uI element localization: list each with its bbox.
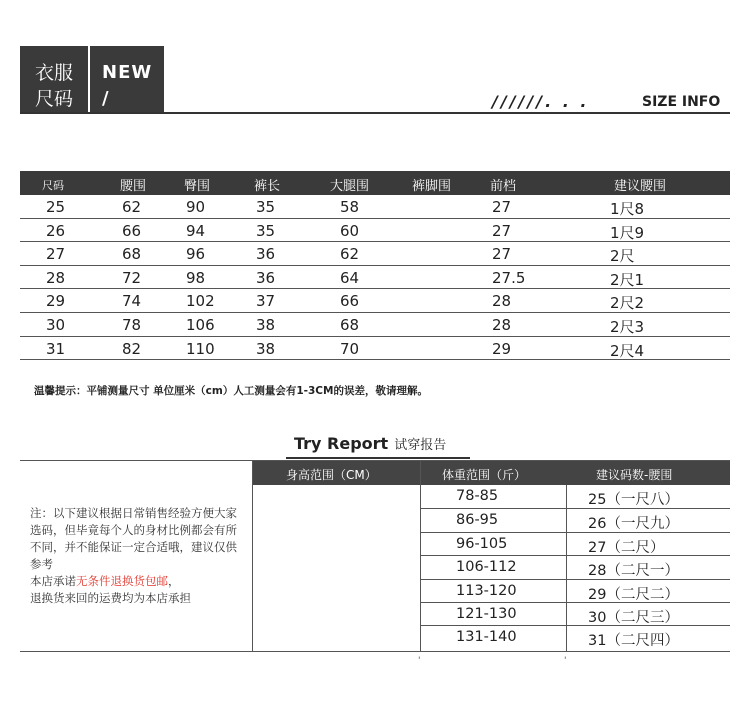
decorative-tick: ' — [564, 656, 567, 666]
table-cell: 2尺2 — [610, 294, 645, 313]
table-cell: 27 — [492, 198, 512, 216]
table-cell: 70 — [340, 339, 360, 358]
size-col-header: 尺码 — [42, 179, 64, 192]
table-cell: 27.5 — [492, 268, 526, 287]
try-report-title-cn: 试穿报告 — [394, 438, 447, 453]
report-size-cell: 29（二尺二） — [588, 587, 679, 603]
size-col-header: 裤长 — [254, 179, 281, 194]
table-cell: 27 — [492, 221, 512, 240]
table-row — [20, 219, 730, 243]
header-title-cn-line1: 衣服 — [34, 62, 73, 84]
report-divider — [420, 461, 421, 651]
table-cell: 36 — [256, 245, 276, 264]
table-cell: 106 — [186, 315, 215, 334]
header-title-cn — [20, 52, 88, 112]
table-cell: 35 — [256, 221, 276, 240]
report-note-comma: ， — [168, 574, 180, 588]
table-cell: 66 — [340, 292, 360, 311]
report-col-header: 身高范围（CM） — [286, 468, 377, 482]
table-cell: 27 — [492, 245, 512, 264]
report-note-text: 注：以下建议根据日常销售经验方便大家选码，但毕竟每个人的身材比例都会有所不同，并不能保证一定合适哦，建议仅供参考 — [30, 506, 237, 571]
report-row-divider — [420, 602, 730, 603]
size-col-header: 大腿围 — [330, 179, 370, 194]
report-note-promise: 本店承诺 — [30, 574, 76, 588]
table-row — [20, 337, 730, 361]
table-cell: 37 — [256, 292, 276, 311]
table-cell: 38 — [256, 315, 276, 334]
report-size-cell: 31（二尺四） — [588, 633, 679, 649]
report-weight-cell: 113-120 — [456, 583, 517, 599]
measurement-tip: 温馨提示：平铺测量尺寸 单位厘米（cm）人工测量会有1-3CM的误差，敬请理解。 — [34, 385, 428, 397]
report-size-cell: 25（一尺八） — [588, 492, 679, 508]
table-cell: 90 — [186, 198, 206, 216]
table-cell: 94 — [186, 221, 206, 240]
header-dots: //////. . . — [492, 92, 590, 111]
table-cell: 28 — [492, 292, 512, 311]
size-col-header: 臀围 — [184, 179, 211, 194]
table-cell: 27 — [46, 245, 66, 264]
table-cell: 2尺3 — [610, 317, 645, 336]
table-cell: 30 — [46, 315, 66, 334]
table-cell: 2尺4 — [610, 341, 645, 360]
table-cell: 38 — [256, 339, 276, 358]
table-cell: 26 — [46, 221, 66, 240]
table-cell: 62 — [340, 245, 360, 264]
header-title-en-line1: NEW — [102, 62, 153, 83]
table-cell: 68 — [122, 245, 142, 264]
table-cell: 29 — [46, 292, 66, 311]
table-cell: 29 — [492, 339, 512, 358]
table-cell: 35 — [256, 198, 276, 216]
report-note-highlight: 无条件退换货包邮 — [76, 574, 168, 588]
table-row — [20, 313, 730, 337]
report-size-cell: 26（一尺九） — [588, 516, 679, 532]
size-table-header — [20, 171, 730, 195]
report-col-header: 体重范围（斤） — [442, 468, 527, 482]
table-cell: 2尺 — [610, 247, 635, 266]
table-cell: 28 — [46, 268, 66, 287]
try-report-underline — [286, 457, 470, 459]
size-col-header: 裤脚围 — [412, 179, 452, 194]
table-cell: 36 — [256, 268, 276, 287]
size-col-header: 前档 — [490, 179, 517, 194]
table-cell: 1尺9 — [610, 223, 645, 242]
report-note-shipping: 退换货来回的运费均为本店承担 — [30, 591, 191, 605]
table-row — [20, 242, 730, 266]
table-cell: 2尺1 — [610, 270, 645, 289]
table-cell: 58 — [340, 198, 360, 216]
report-row-divider — [420, 625, 730, 626]
report-weight-cell: 78-85 — [456, 488, 499, 504]
table-cell: 62 — [122, 198, 142, 216]
report-size-cell: 30（二尺三） — [588, 610, 679, 626]
table-cell: 60 — [340, 221, 360, 240]
table-cell: 82 — [122, 339, 142, 358]
table-cell: 66 — [122, 221, 142, 240]
report-col-header: 建议码数-腰围 — [596, 468, 673, 482]
decorative-tick: ' — [418, 656, 421, 666]
table-row — [20, 195, 730, 219]
table-row — [20, 266, 730, 290]
table-cell: 25 — [46, 198, 66, 216]
header-title-en-line2: / — [102, 88, 110, 109]
report-size-cell: 27（二尺） — [588, 540, 665, 556]
report-weight-cell: 86-95 — [456, 512, 499, 528]
report-weight-cell: 131-140 — [456, 629, 517, 645]
header-title-cn-line2: 尺码 — [34, 88, 73, 110]
size-col-header: 建议腰围 — [614, 179, 667, 194]
table-cell: 1尺8 — [610, 200, 645, 218]
table-row — [20, 289, 730, 313]
header-size-info: SIZE INFO — [642, 94, 721, 110]
header-title-en — [90, 52, 164, 112]
report-divider — [252, 461, 253, 651]
report-table-header — [252, 461, 730, 485]
report-weight-cell: 96-105 — [456, 536, 508, 552]
report-row-divider — [420, 532, 730, 533]
try-report-title-en: Try Report — [294, 434, 389, 453]
size-col-header: 腰围 — [120, 179, 147, 194]
report-row-divider — [420, 508, 730, 509]
table-cell: 110 — [186, 339, 215, 358]
table-cell: 98 — [186, 268, 206, 287]
table-cell: 96 — [186, 245, 206, 264]
report-weight-cell: 106-112 — [456, 559, 517, 575]
report-weight-cell: 121-130 — [456, 606, 517, 622]
table-cell: 74 — [122, 292, 142, 311]
table-cell: 28 — [492, 315, 512, 334]
size-table-body — [20, 195, 730, 360]
report-table-bottom-border — [20, 651, 730, 652]
report-note — [30, 505, 245, 607]
table-cell: 102 — [186, 292, 215, 311]
table-cell: 68 — [340, 315, 360, 334]
try-report-title — [294, 434, 446, 453]
report-size-cell: 28（二尺一） — [588, 563, 679, 579]
table-cell: 64 — [340, 268, 360, 287]
report-row-divider — [420, 579, 730, 580]
report-row-divider — [420, 555, 730, 556]
report-divider — [566, 485, 567, 651]
table-cell: 31 — [46, 339, 66, 358]
table-cell: 72 — [122, 268, 142, 287]
header-underline — [20, 112, 730, 114]
table-cell: 78 — [122, 315, 142, 334]
